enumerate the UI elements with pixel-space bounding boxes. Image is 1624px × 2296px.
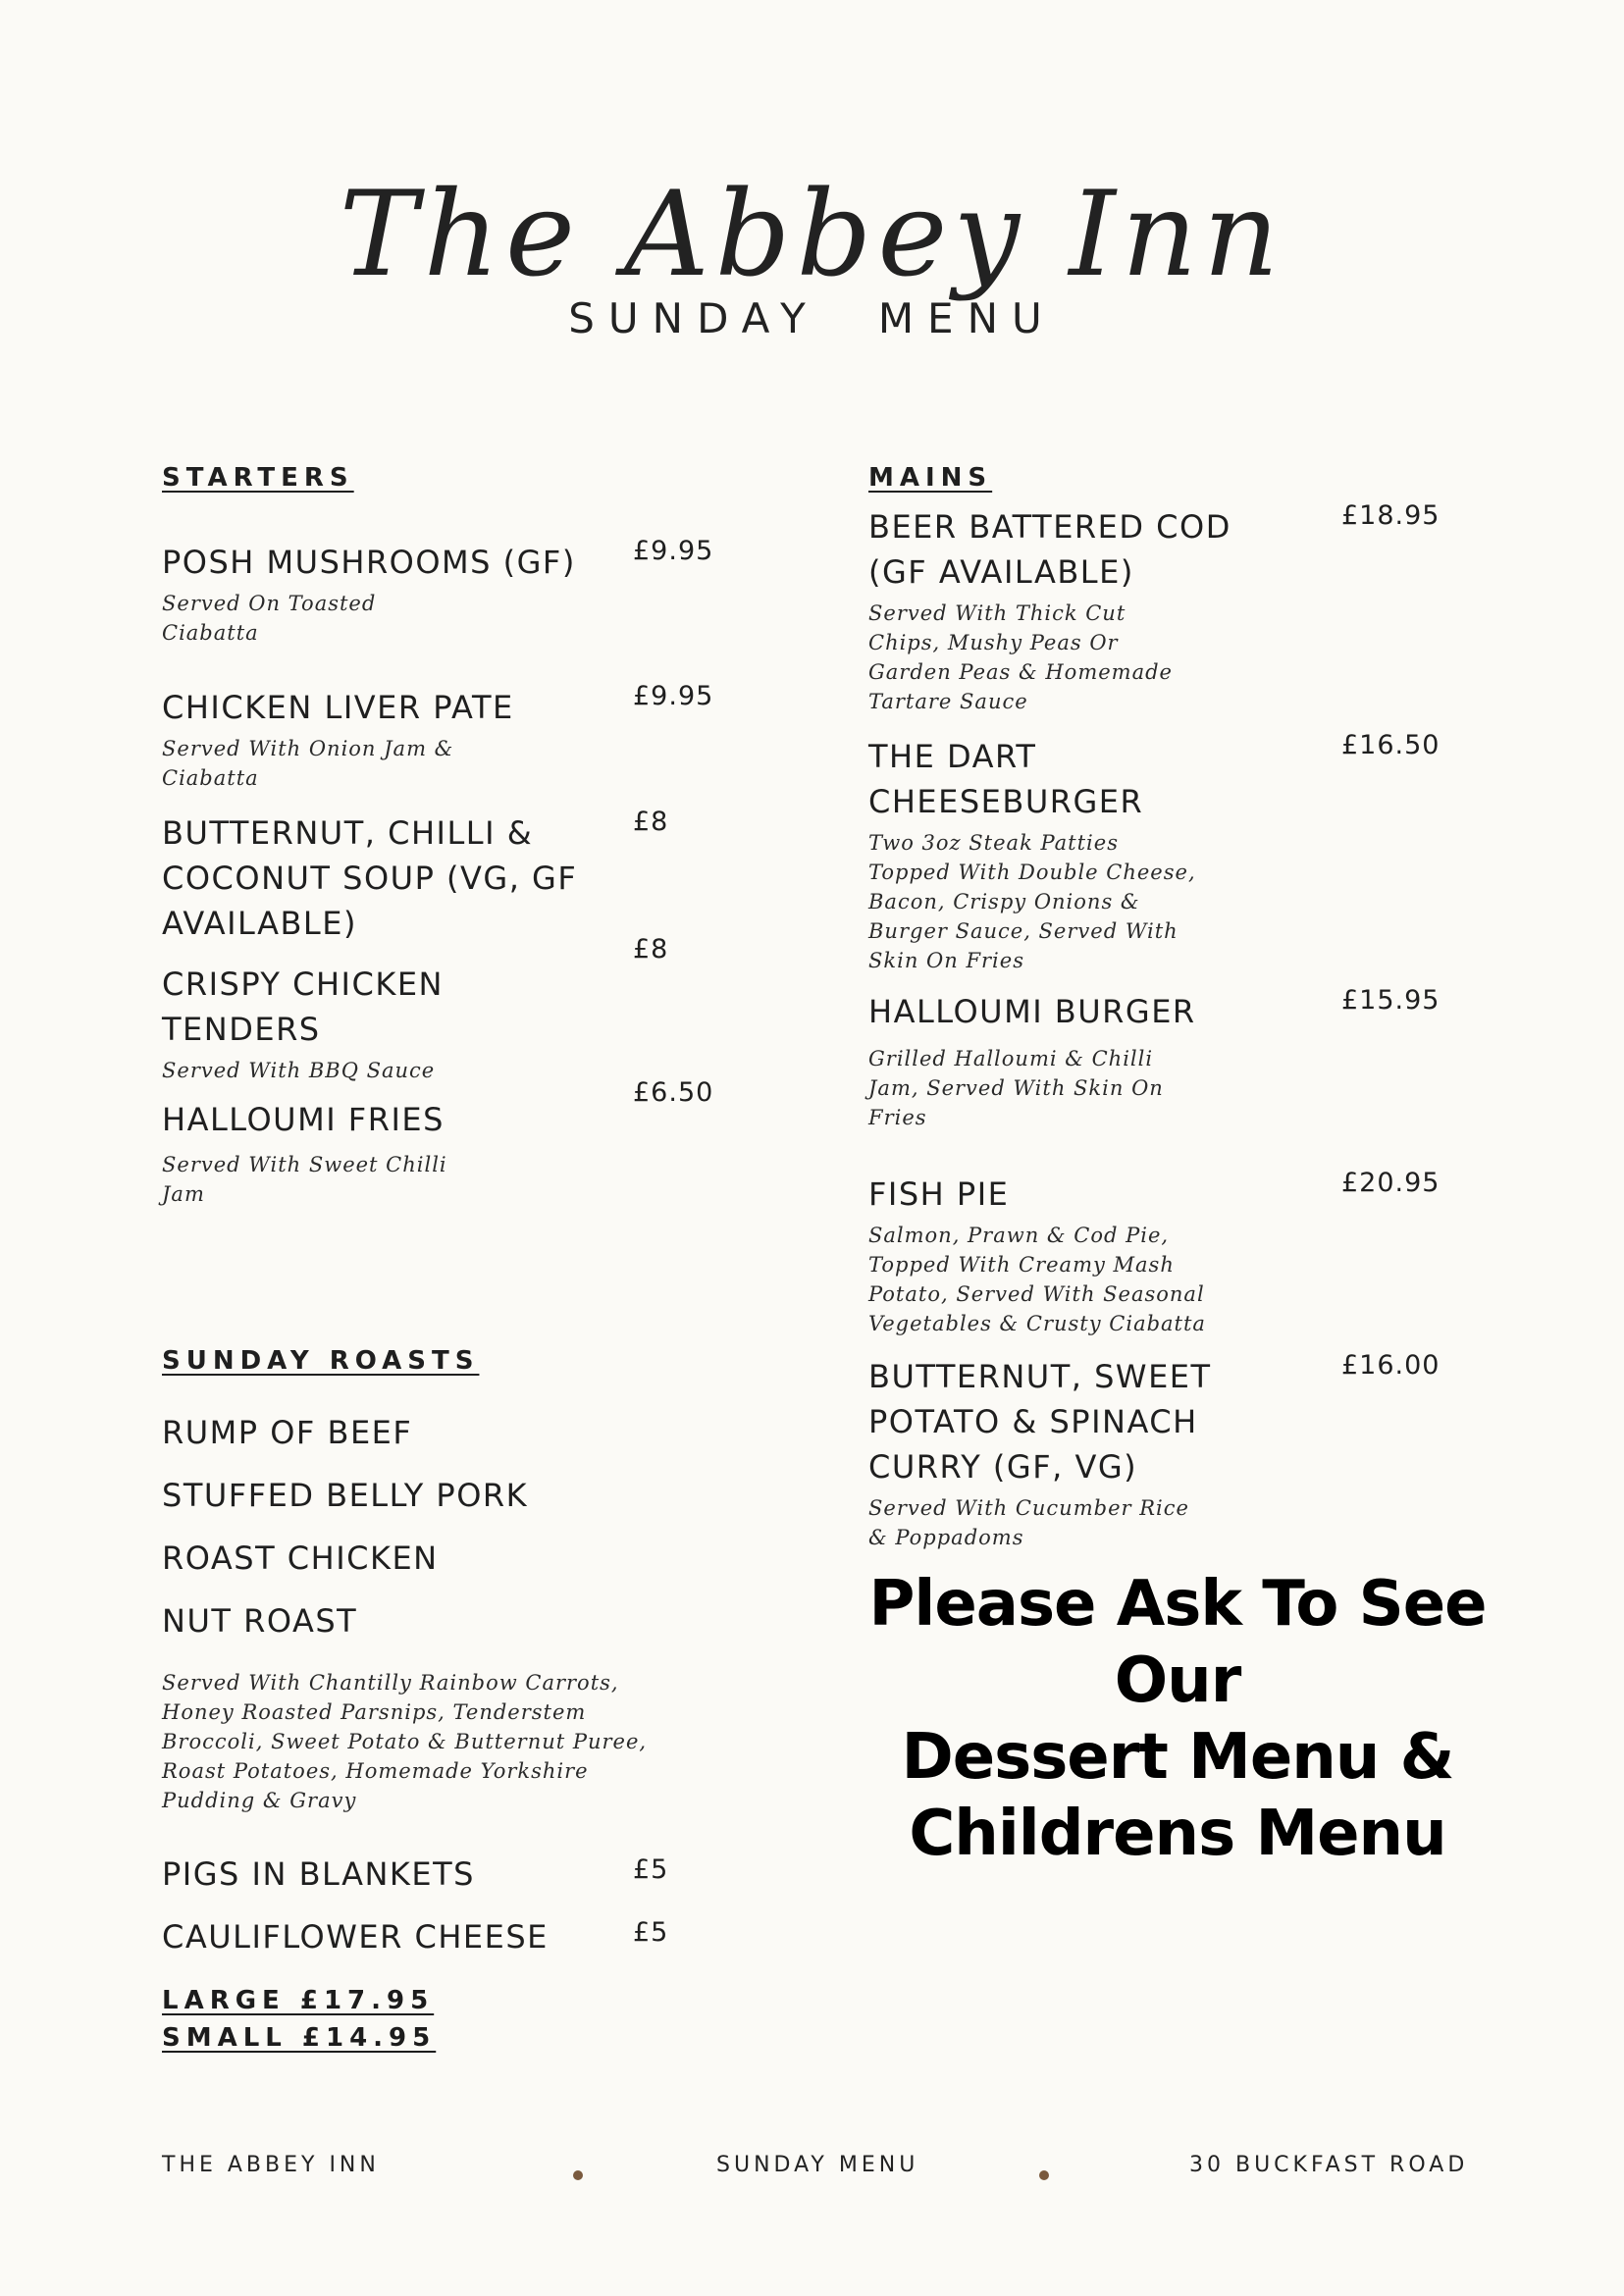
roast-item: NUT ROAST [162,1602,358,1640]
item-name: BUTTERNUT, CHILLI & COCONUT SOUP (VG, GF AVAILABLE) [162,814,578,942]
item-name: FISH PIE [868,1175,1010,1213]
promo-line: Childrens Menu [909,1798,1446,1870]
item-description: Served With BBQ Sauce [162,1059,436,1082]
promo-line: Dessert Menu & [901,1721,1454,1794]
item-name: CAULIFLOWER CHEESE [162,1918,549,1956]
item-name: POSH MUSHROOMS (GF) [162,544,576,581]
item-price: £8 [633,934,669,965]
mains-heading: MAINS [868,463,993,493]
item-description: Salmon, Prawn & Cod Pie, Topped With Creamy Mash Potato, Served With Seasonal Vegetables & Crusty Ciabatta [868,1224,1206,1335]
menu-item [162,1077,731,1209]
item-name: BEER BATTERED COD (GF AVAILABLE) [868,508,1231,591]
subtitle-right: MENU [877,294,1056,342]
item-price: £18.95 [1341,500,1441,531]
footer-right: 30 BUCKFAST ROAD [1189,2153,1469,2177]
small-price: SMALL £14.95 [162,2023,437,2053]
item-description: Grilled Halloumi & Chilli Jam, Served With Skin On Fries [868,1047,1164,1129]
item-description: Served With Cucumber Rice & Poppadoms [868,1496,1189,1549]
extra-item [162,1905,731,1968]
menu-item [162,807,731,946]
footer-dot [1039,2170,1049,2180]
menu-item [162,934,731,1085]
item-price: £5 [633,1854,669,1885]
footer-dot [573,2170,583,2180]
item-price: £5 [633,1917,669,1948]
item-description: Served With Sweet Chilli Jam [162,1153,447,1206]
restaurant-name: The Abbey Inn [339,167,1285,303]
large-price: LARGE £17.95 [162,1986,435,2015]
item-price: £15.95 [1341,985,1441,1016]
promo-message [854,1566,1501,1872]
item-name: CHICKEN LIVER PATE [162,689,514,726]
item-name: CRISPY CHICKEN TENDERS [162,965,444,1048]
footer-left: THE ABBEY INN [162,2153,380,2177]
item-name: THE DART CHEESEBURGER [868,738,1144,820]
menu-item [162,681,731,793]
item-description: Served With Thick Cut Chips, Mushy Peas Or Garden Peas & Homemade Tartare Sauce [868,601,1173,713]
menu-item [868,985,1457,1132]
left-column [162,463,731,2057]
subtitle-left: SUNDAY [568,294,819,342]
item-name: HALLOUMI BURGER [868,993,1196,1030]
item-name: HALLOUMI FRIES [162,1101,445,1138]
menu-item [162,536,731,648]
roast-description: Served With Chantilly Rainbow Carrots, Honey Roasted Parsnips, Tenderstem Broccoli, Sweet Potato & Butternut Puree, Roast Potatoes, Homemade Yorkshire Pudding & Gravy [162,1671,648,1812]
right-column [868,463,1457,1552]
item-price: £8 [633,807,669,837]
item-price: £16.00 [1341,1350,1441,1381]
extra-item [162,1843,731,1905]
item-price: £20.95 [1341,1168,1441,1198]
item-price: £9.95 [633,536,714,566]
roast-item: RUMP OF BEEF [162,1414,413,1451]
roast-item: ROAST CHICKEN [162,1539,439,1577]
footer-center: SUNDAY MENU [716,2153,919,2177]
item-price: £6.50 [633,1077,714,1108]
item-description: Two 3oz Steak Patties Topped With Double Cheese, Bacon, Crispy Onions & Burger Sauce, Served With Skin On Fries [868,831,1196,972]
menu-item [868,500,1457,716]
item-price: £9.95 [633,681,714,711]
menu-subtitle [0,294,1624,342]
menu-item [868,1168,1457,1338]
menu-item [868,1350,1457,1552]
roasts-heading: SUNDAY ROASTS [162,1346,480,1376]
item-description: Served On Toasted Ciabatta [162,592,377,645]
item-name: BUTTERNUT, SWEET POTATO & SPINACH CURRY (GF, VG) [868,1358,1212,1486]
starters-heading: STARTERS [162,463,354,493]
roast-item: STUFFED BELLY PORK [162,1477,529,1514]
item-name: PIGS IN BLANKETS [162,1855,475,1893]
menu-item [868,730,1457,975]
promo-line: Please Ask To See Our [868,1568,1487,1717]
item-description: Served With Onion Jam & Ciabatta [162,737,454,790]
item-price: £16.50 [1341,730,1441,760]
